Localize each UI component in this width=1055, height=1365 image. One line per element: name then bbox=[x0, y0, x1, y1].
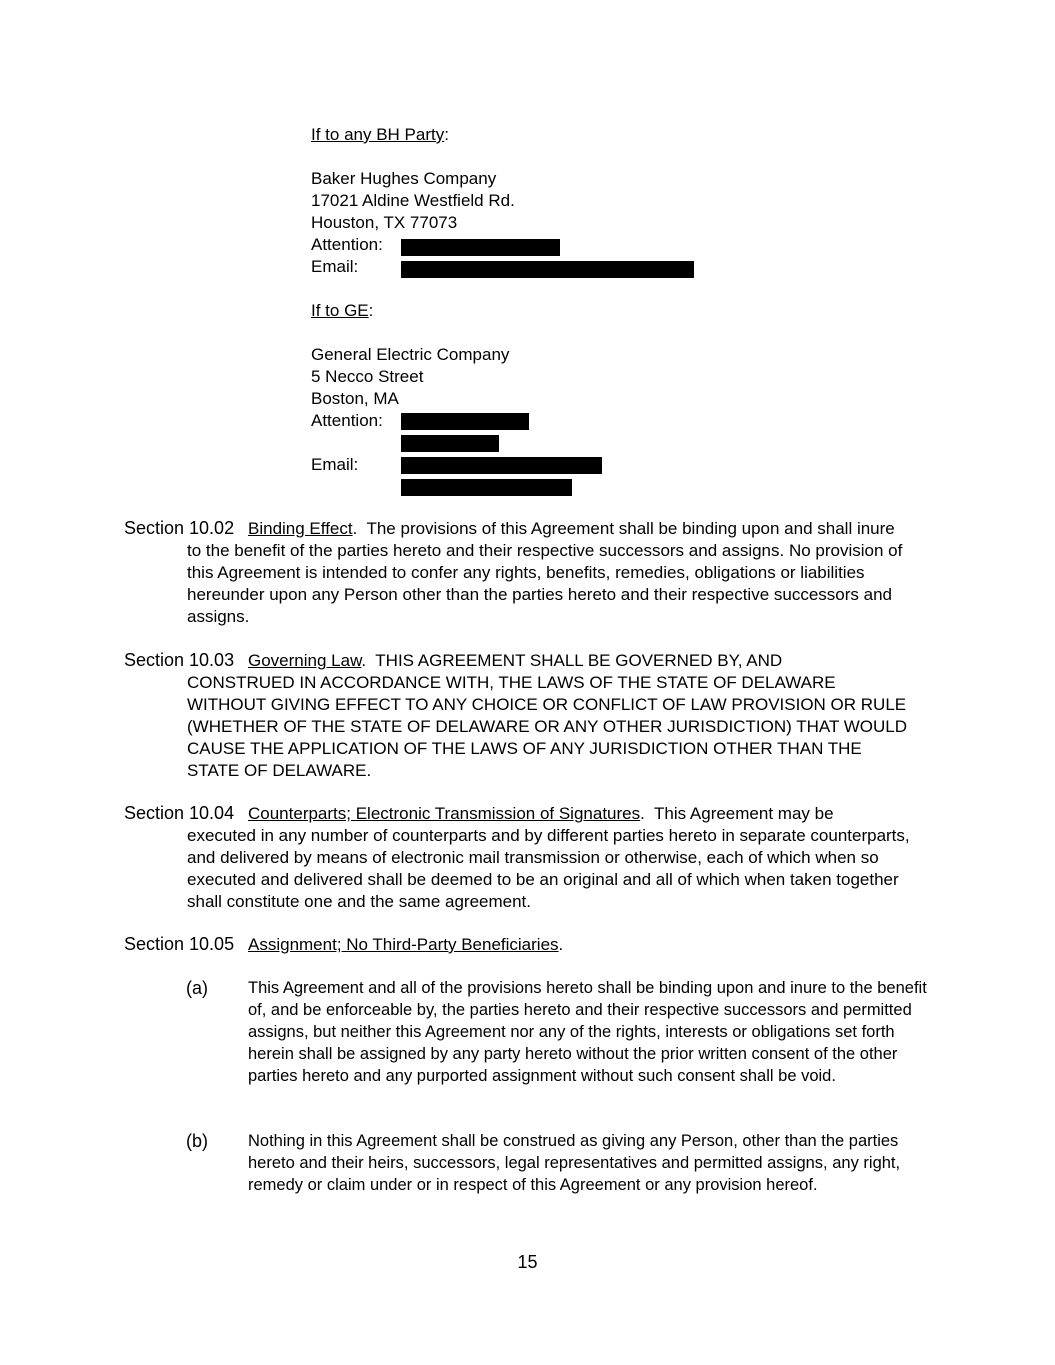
notice-addresses bbox=[311, 124, 811, 476]
list-item-a bbox=[186, 977, 931, 1087]
section-title: Counterparts; Electronic Transmission of Signatures bbox=[248, 804, 641, 823]
section-10-05: Section 10.05 Assignment; No Third-Party Beneficiaries. bbox=[124, 934, 564, 954]
redaction-bar-bh-email bbox=[401, 261, 694, 278]
section-10-02: Section 10.02 Binding Effect. The provisions of this Agreement shall be binding upon and shall inure to the benefit of the parties hereto and their respective successors and assigns. No provision of this Agreement is intended to confer any rights, benefits, remedies, obligations or liabilities hereunder upon any Person other than the parties hereto and their respective successors and assigns. bbox=[124, 517, 924, 628]
section-first-line: THIS AGREEMENT SHALL BE GOVERNED BY, AND bbox=[375, 651, 783, 670]
ge-attention-label: Attention: bbox=[311, 411, 383, 430]
section-body: to the benefit of the parties hereto and their respective successors and assigns. No provision of this Agreement is intended to confer any rights, benefits, remedies, obligations or liabilities hereunder upon any Person other than the parties hereto and their respective successors and assigns. bbox=[187, 541, 903, 626]
item-marker: (b) bbox=[186, 1131, 208, 1151]
section-title: Binding Effect bbox=[248, 519, 353, 538]
bh-heading-line: If to any BH Party: bbox=[311, 125, 449, 144]
redaction-bar-ge-attention-2 bbox=[401, 435, 499, 452]
page-number: 15 bbox=[517, 1252, 538, 1272]
bh-street: 17021 Aldine Westfield Rd. bbox=[311, 191, 515, 210]
bh-company: Baker Hughes Company bbox=[311, 169, 497, 188]
section-number: Section 10.04 bbox=[124, 803, 235, 823]
ge-email-label: Email: bbox=[311, 455, 359, 474]
bh-attention-label: Attention: bbox=[311, 235, 383, 254]
ge-city: Boston, MA bbox=[311, 389, 399, 408]
section-title: Governing Law bbox=[248, 651, 362, 670]
ge-heading-line: If to GE: bbox=[311, 301, 374, 320]
redaction-bar-bh-attention bbox=[401, 239, 560, 256]
item-text: Nothing in this Agreement shall be construed as giving any Person, other than the parties hereto and their heirs, successors, legal representatives and permitted assigns, any right, remedy or claim under or in respect of this Agreement or any provision hereof. bbox=[248, 1132, 901, 1194]
bh-city: Houston, TX 77073 bbox=[311, 213, 458, 232]
redaction-bar-ge-attention-1 bbox=[401, 413, 529, 430]
ge-heading: If to GE bbox=[311, 301, 369, 320]
redaction-bar-ge-email-2 bbox=[401, 479, 572, 496]
section-number: Section 10.05 bbox=[124, 934, 235, 954]
list-item-b bbox=[186, 1130, 931, 1196]
section-number: Section 10.02 bbox=[124, 518, 235, 538]
section-body: CONSTRUED IN ACCORDANCE WITH, THE LAWS OF THE STATE OF DELAWARE WITHOUT GIVING EFFECT TO ANY CHOICE OR CONFLICT OF LAW PROVISION OR RULE (WHETHER OF THE STATE OF DELAWARE OR ANY OTHER JURISDICTION) THAT WOULD CAUSE THE APPLICATION OF THE LAWS OF ANY JURISDICTION OTHER THAN THE STATE OF DELAWARE. bbox=[187, 673, 908, 780]
section-10-03: Section 10.03 Governing Law. THIS AGREEMENT SHALL BE GOVERNED BY, AND CONSTRUED IN ACCORDANCE WITH, THE LAWS OF THE STATE OF DELAWARE WITHOUT GIVING EFFECT TO ANY CHOICE OR CONFLICT OF LAW PROVISION OR RULE (WHETHER OF THE STATE OF DELAWARE OR ANY OTHER JURISDICTION) THAT WOULD CAUSE THE APPLICATION OF THE LAWS OF ANY JURISDICTION OTHER THAN THE STATE OF DELAWARE. bbox=[124, 649, 924, 782]
ge-street: 5 Necco Street bbox=[311, 367, 424, 386]
section-number: Section 10.03 bbox=[124, 650, 235, 670]
bh-heading: If to any BH Party bbox=[311, 125, 445, 144]
item-marker: (a) bbox=[186, 978, 208, 998]
section-first-line: The provisions of this Agreement shall be binding upon and shall inure bbox=[366, 519, 895, 538]
section-10-04: Section 10.04 Counterparts; Electronic Transmission of Signatures. This Agreement may be executed in any number of counterparts and by different parties hereto in separate counterparts, and delivered by means of electronic mail transmission or otherwise, each of which when so executed and delivered shall be deemed to be an original and all of which when taken together shall constitute one and the same agreement. bbox=[124, 802, 924, 913]
section-body: executed in any number of counterparts and by different parties hereto in separate counterparts, and delivered by means of electronic mail transmission or otherwise, each of which when so executed and delivered shall be deemed to be an original and all of which when taken together shall constitute one and the same agreement. bbox=[187, 826, 910, 911]
item-text: This Agreement and all of the provisions hereto shall be binding upon and inure to the benefit of, and be enforceable by, the parties hereto and their respective successors and permitted assigns, but neither this Agreement nor any of the rights, interests or obligations set forth herein shall be assigned by any party hereto without the prior written consent of the other parties hereto and any purported assignment without such consent shall be void. bbox=[248, 979, 927, 1085]
ge-company: General Electric Company bbox=[311, 345, 510, 364]
bh-email-label: Email: bbox=[311, 257, 359, 276]
section-first-line: This Agreement may be bbox=[654, 804, 834, 823]
redaction-bar-ge-email-1 bbox=[401, 457, 602, 474]
section-title: Assignment; No Third-Party Beneficiaries bbox=[248, 935, 559, 954]
